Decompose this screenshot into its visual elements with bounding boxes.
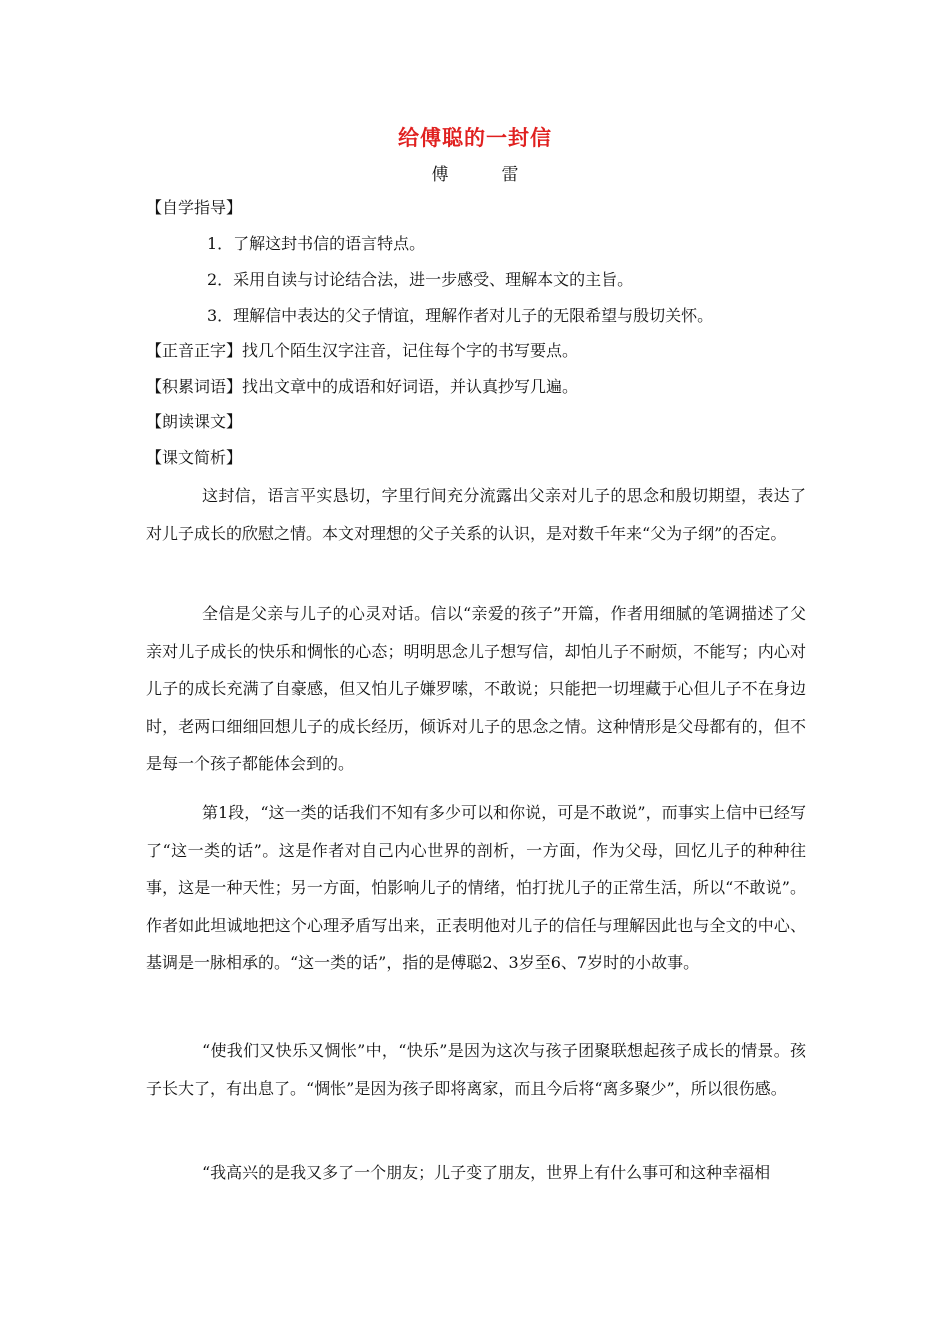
document-author: 傅 雷	[431, 165, 537, 185]
guide-item-2: 2．采用自读与讨论结合法，进一步感受、理解本文的主旨。	[207, 270, 634, 289]
paragraph-4: “使我们又快乐又惆怅”中，“快乐”是因为这次与孩子团聚联想起孩子成长的情景。孩子长大了，有出息了。“惆怅”是因为孩子即将离家，而且今后将“离多聚少”，所以很伤感。	[146, 1041, 806, 1098]
document-title: 给傅聪的一封信	[398, 126, 552, 150]
paragraph-1: 这封信，语言平实恳切，字里行间充分流露出父亲对儿子的思念和殷切期望，表达了对儿子成长的欣慰之情。本文对理想的父子关系的认识，是对数千年来“父为子纲”的否定。	[146, 486, 806, 543]
analysis-heading: 【课文简析】	[146, 448, 243, 467]
vocabulary-section: 【积累词语】找出文章中的成语和好词语，并认真抄写几遍。	[146, 377, 579, 396]
self-study-heading: 【自学指导】	[146, 198, 243, 217]
paragraph-2: 全信是父亲与儿子的心灵对话。信以“亲爱的孩子”开篇，作者用细腻的笔调描述了父亲对儿子成长的快乐和惆怅的心态；明明思念儿子想写信，却怕儿子不耐烦，不能写；内心对儿子的成长充满了自豪感，但又怕儿子嫌罗嗦，不敢说；只能把一切埋藏于心但儿子不在身边时，老两口细细回想儿子的成长经历，倾诉对儿子的思念之情。这种情形是父母都有的，但不是每一个孩子都能体会到的。	[146, 604, 806, 773]
guide-item-3: 3．理解信中表达的父子情谊，理解作者对儿子的无限希望与殷切关怀。	[207, 306, 714, 325]
guide-item-1: 1．了解这封书信的语言特点。	[207, 234, 426, 253]
paragraph-3: 第1段，“这一类的话我们不知有多少可以和你说，可是不敢说”，而事实上信中已经写了“这一类的话”。这是作者对自己内心世界的剖析，一方面，作为父母，回忆儿子的种种往事，这是一种天性；另一方面，怕影响儿子的情绪，怕打扰儿子的正常生活，所以“不敢说”。作者如此坦诚地把这个心理矛盾写出来，正表明他对儿子的信任与理解因此也与全文的中心、基调是一脉相承的。“这一类的话”，指的是傅聪2、3岁至6、7岁时的小故事。	[146, 803, 806, 972]
pronunciation-section: 【正音正字】找几个陌生汉字注音，记住每个字的书写要点。	[146, 341, 579, 360]
paragraph-5: “我高兴的是我又多了一个朋友；儿子变了朋友，世界上有什么事可和这种幸福相	[202, 1163, 771, 1182]
reading-heading: 【朗读课文】	[146, 412, 243, 431]
